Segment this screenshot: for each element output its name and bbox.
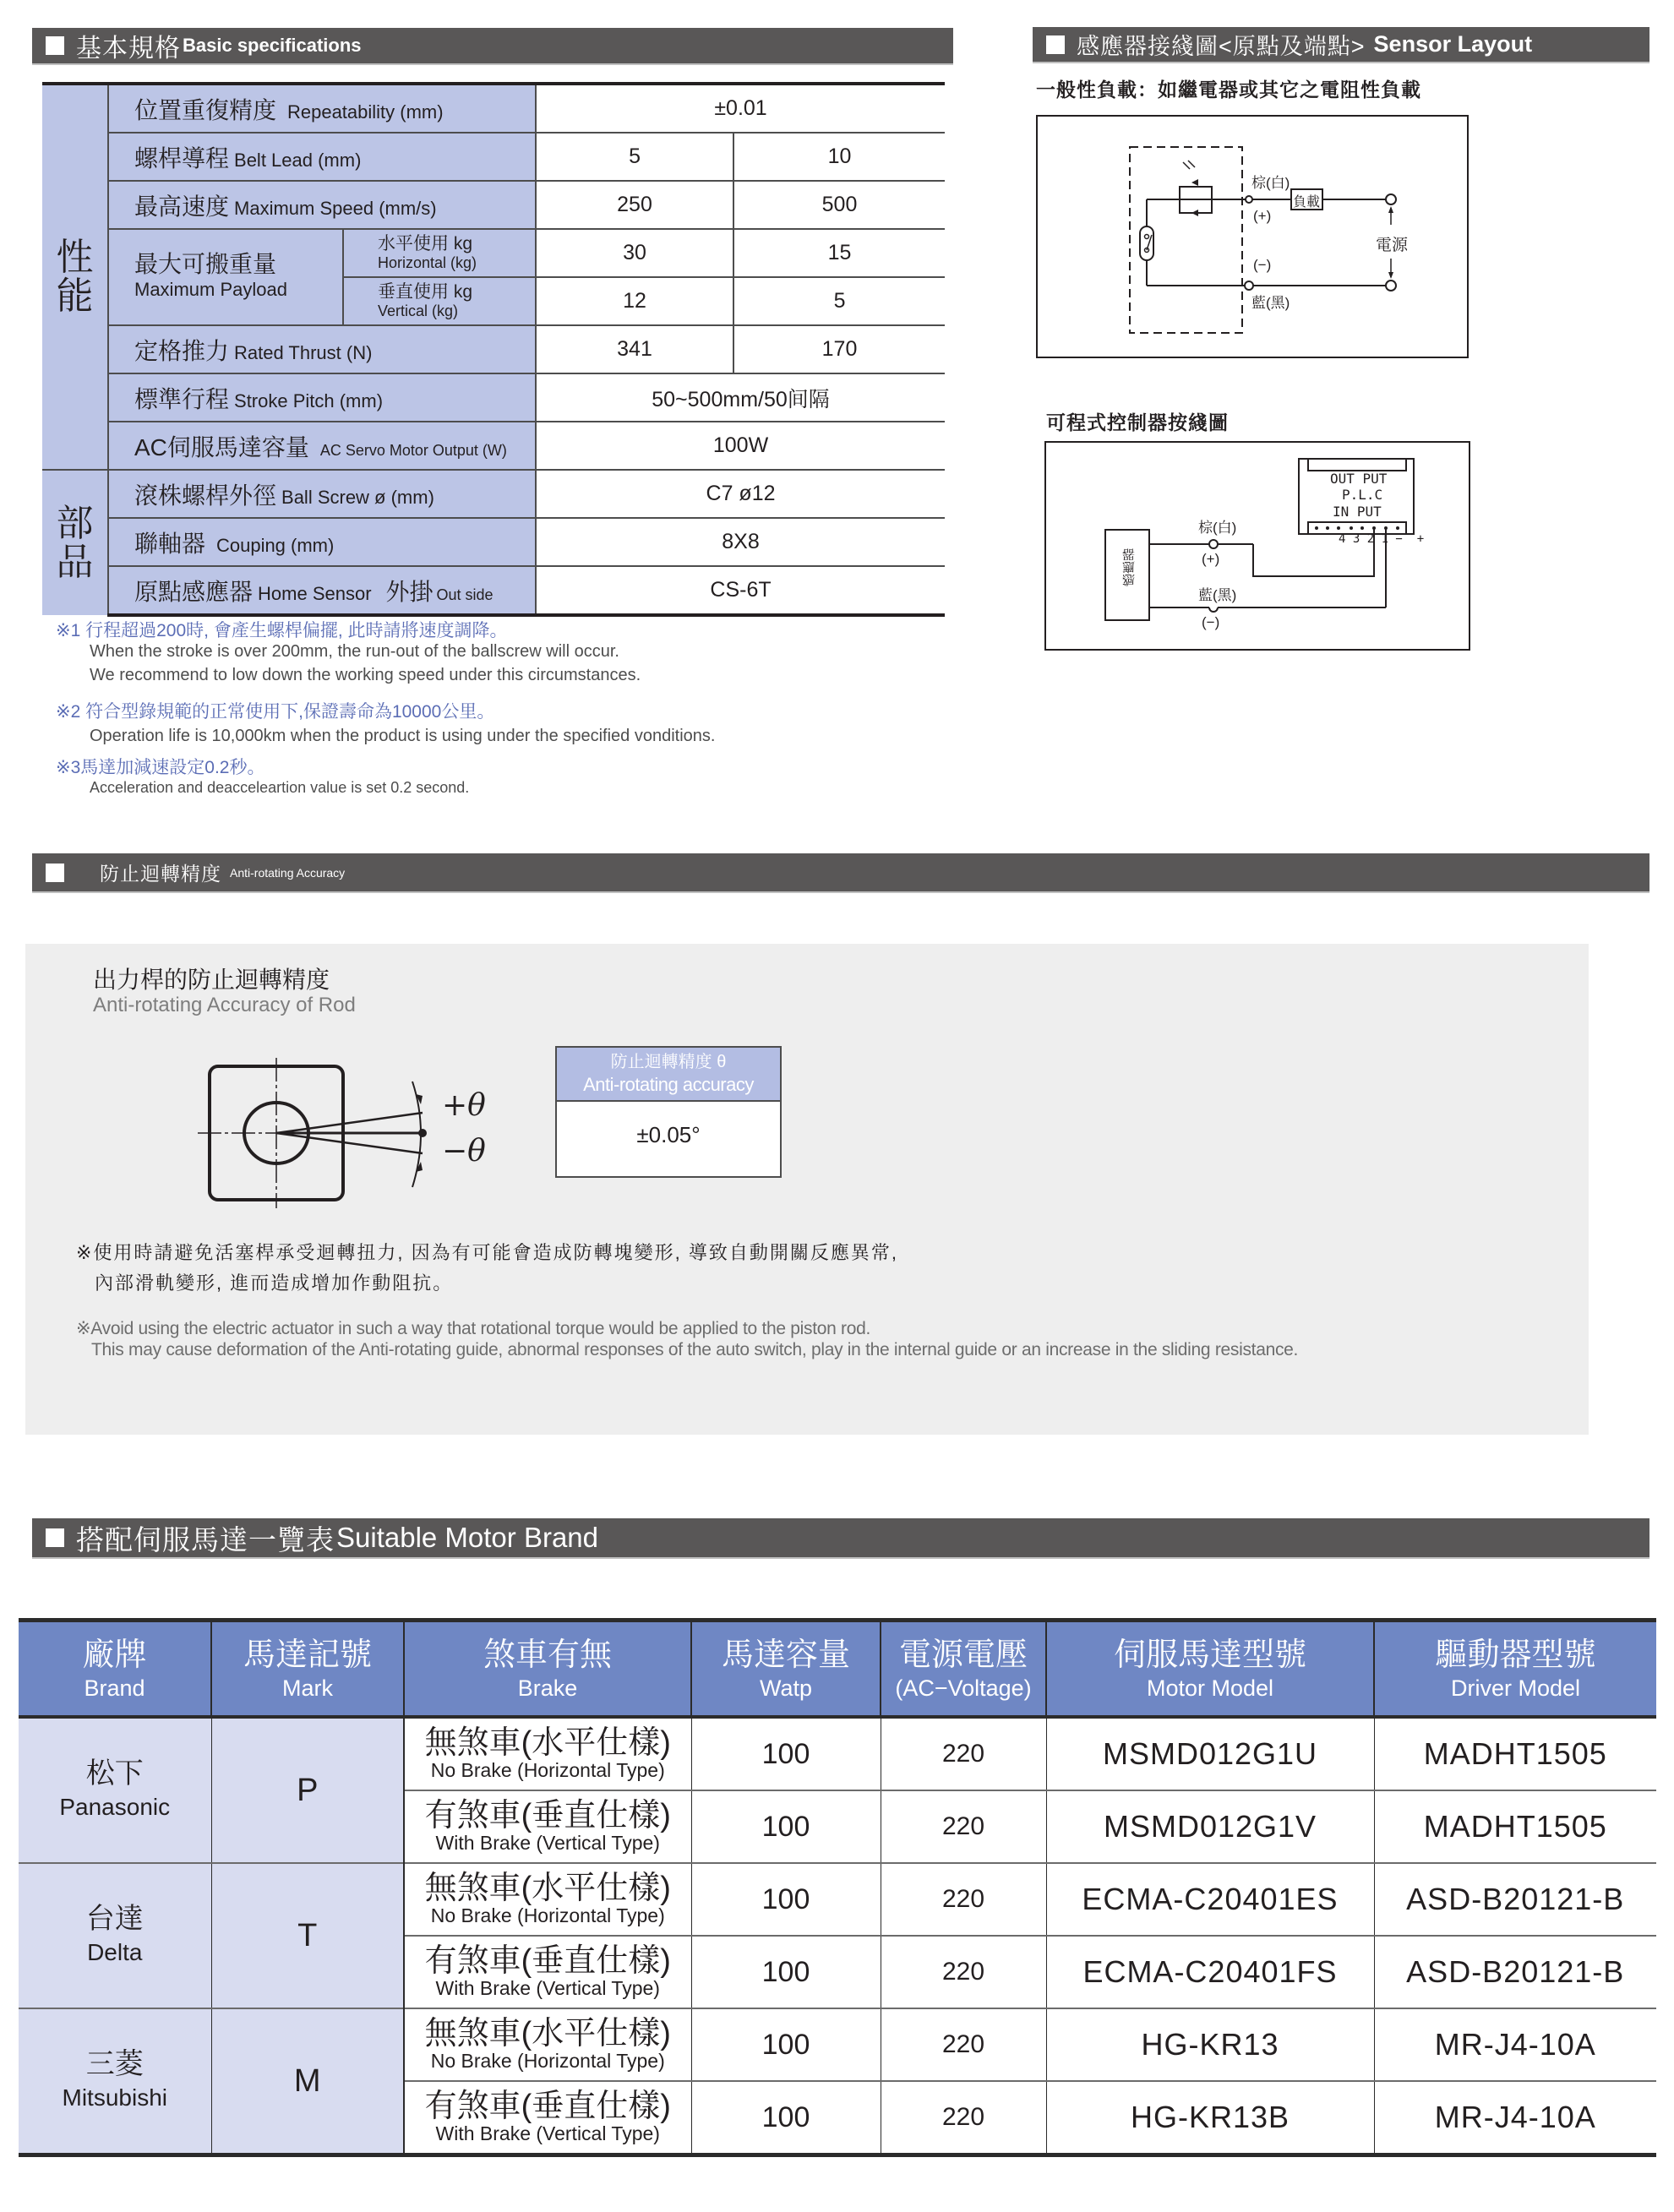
warning-en-line1: ※Avoid using the electric actuator in such a way that rotational torque would be applied to the piston rod. — [76, 1319, 871, 1338]
brake-en: No Brake (Horizontal Type) — [430, 1759, 665, 1781]
column-header-zh: 廠牌 — [82, 1637, 147, 1673]
group-label-text: 部 品 — [56, 502, 94, 583]
voltage-cell: 220 — [881, 2008, 1046, 2081]
plus-theta-label: +θ — [442, 1088, 486, 1123]
spec-value: 15 — [733, 229, 945, 277]
motor-model-cell: ECMA-C20401ES — [1046, 1863, 1374, 1936]
spec-name-extra-zh: 外掛 — [385, 578, 433, 605]
column-header-zh: 馬達記號 — [243, 1637, 372, 1673]
watt-cell: 100 — [691, 1717, 881, 1790]
spec-name-extra-en: Out side — [436, 586, 493, 603]
brand-zh: 台達 — [85, 1903, 144, 1935]
spec-table — [42, 82, 945, 617]
anti-rotating-accuracy-box — [555, 1046, 782, 1178]
blue-wire-label: 藍(黑) — [1251, 295, 1290, 311]
note-2-en: Operation life is 10,000km when the product is using under the specified vonditions. — [90, 727, 716, 745]
spec-value: 50~500mm/50间隔 — [536, 373, 945, 422]
plc-blue-label: 藍(黑) — [1198, 587, 1237, 603]
spec-name — [108, 181, 536, 229]
spec-name-zh: 最大可搬重量 — [134, 251, 277, 277]
watt-cell: 100 — [691, 1936, 881, 2008]
terminal-minus-icon — [1245, 281, 1253, 290]
basic-spec-title-en: Basic specifications — [183, 35, 362, 56]
brand-zh: 松下 — [85, 1757, 144, 1790]
motor-model-cell: HG-KR13B — [1046, 2081, 1374, 2155]
plc-plus-label: (+) — [1202, 551, 1220, 567]
brake-cell — [404, 1863, 691, 1936]
accuracy-box-header — [557, 1048, 780, 1102]
plc-sensor-label: 感應器 — [1122, 548, 1137, 586]
table-row — [42, 325, 945, 373]
column-header-zh: 電源電壓 — [898, 1637, 1028, 1673]
column-header-brake — [404, 1621, 691, 1718]
load-label: 負載 — [1293, 195, 1321, 210]
table-row — [42, 566, 945, 615]
group-label-text: 性 能 — [56, 237, 94, 317]
spec-value: 5 — [536, 133, 733, 181]
table-row — [42, 518, 945, 566]
spec-name-en: Stroke Pitch (mm) — [234, 390, 384, 411]
table-row — [19, 2008, 1656, 2081]
motor-model-cell: MSMD012G1U — [1046, 1717, 1374, 1790]
brake-zh: 無煞車(水平仕樣) — [424, 2016, 671, 2051]
spec-name-en: Rated Thrust (N) — [234, 341, 373, 363]
column-header-zh: 驅動器型號 — [1435, 1637, 1596, 1673]
voltage-cell: 220 — [881, 2081, 1046, 2155]
note-2-zh: ※2 符合型錄規範的正常使用下,保證壽命為10000公里。 — [56, 702, 495, 722]
spec-name-zh: 螺桿導程 — [134, 144, 230, 172]
spec-name-en: Repeatability (mm) — [286, 101, 444, 123]
terminal-plus-icon — [1246, 196, 1252, 203]
rod-accuracy-title-en: Anti-rotating Accuracy of Rod — [93, 994, 356, 1016]
brand-cell — [19, 1717, 211, 1863]
spec-name-zh: 標準行程 — [134, 385, 230, 412]
rod-accuracy-title-zh: 出力桿的防止迴轉精度 — [93, 967, 330, 993]
spec-name-en: Belt Lead (mm) — [234, 149, 362, 171]
brand-en: Mitsubishi — [62, 2084, 167, 2111]
brake-en: No Brake (Horizontal Type) — [430, 1904, 665, 1926]
brake-cell — [404, 2081, 691, 2155]
column-header-motor-model — [1046, 1621, 1374, 1718]
warning-zh-line2: 內部滑軌變形, 進而造成增加作動阻抗。 — [95, 1272, 454, 1294]
spec-name-zh: AC伺服馬達容量 — [134, 433, 309, 460]
watt-cell: 100 — [691, 2008, 881, 2081]
accuracy-box-title-en: Anti-rotating accuracy — [583, 1074, 754, 1095]
square-bullet-icon — [46, 864, 64, 882]
spec-name-en: Ball Screw ø (mm) — [281, 486, 434, 508]
square-bullet-icon — [1046, 35, 1065, 54]
brand-zh: 三菱 — [85, 2048, 144, 2080]
warning-en-line2: This may cause deformation of the Anti-rotating guide, abnormal responses of the auto switch, play in the internal guide or an increase in the sliding resistance. — [91, 1340, 1299, 1359]
power-terminal-bottom-icon — [1386, 281, 1396, 291]
spec-value: 170 — [733, 325, 945, 373]
motor-brand-title-en: Suitable Motor Brand — [336, 1522, 599, 1553]
spec-subname-en: Horizontal (kg) — [378, 253, 477, 271]
basic-spec-title-zh: 基本規格 — [76, 35, 181, 63]
group-label-parts — [42, 470, 108, 615]
anti-rotating-title-en: Anti-rotating Accuracy — [230, 865, 346, 880]
spec-name-en: Maximum Speed (mm/s) — [234, 197, 437, 219]
motor-model-cell: HG-KR13 — [1046, 2008, 1374, 2081]
spec-name-zh: 最高速度 — [134, 193, 230, 220]
spec-value: ±0.01 — [536, 84, 945, 133]
sensor-layout-header — [1033, 27, 1649, 63]
table-row — [42, 470, 945, 518]
motor-model-cell: MSMD012G1V — [1046, 1790, 1374, 1863]
basic-spec-header — [32, 28, 953, 65]
accuracy-box-title-zh: 防止迴轉精度 θ — [610, 1053, 727, 1071]
brake-zh: 有煞車(垂直仕樣) — [424, 1798, 671, 1833]
anti-rotating-title-zh: 防止迴轉精度 — [100, 863, 221, 885]
spec-subname-zh: 垂直使用 kg — [378, 281, 473, 302]
column-header-en: Mark — [282, 1675, 333, 1701]
plc-minus-label: (−) — [1202, 614, 1220, 630]
power-label: 電源 — [1376, 237, 1409, 254]
brand-cell — [19, 1863, 211, 2008]
power-terminal-top-icon — [1386, 194, 1396, 204]
spec-name-zh: 原點感應器 — [134, 578, 254, 605]
driver-model-cell: MADHT1505 — [1374, 1790, 1656, 1863]
square-bullet-icon — [46, 36, 64, 55]
column-header-en: Watp — [759, 1675, 812, 1701]
driver-model-cell: MADHT1505 — [1374, 1717, 1656, 1790]
note-3-en: Acceleration and deacceleartion value is set 0.2 second. — [90, 779, 470, 796]
plc-wiring-diagram — [1044, 441, 1470, 651]
voltage-cell: 220 — [881, 1717, 1046, 1790]
brand-en: Delta — [87, 1939, 143, 1965]
spec-name — [108, 84, 536, 133]
spec-value: 250 — [536, 181, 733, 229]
brake-zh: 有煞車(垂直仕樣) — [424, 2089, 671, 2124]
pivot-dot-icon — [418, 1129, 427, 1137]
table-header-row — [19, 1621, 1656, 1718]
brake-en: With Brake (Vertical Type) — [435, 1832, 660, 1854]
spec-name — [108, 229, 343, 325]
brake-cell — [404, 1790, 691, 1863]
column-header-brand — [19, 1621, 211, 1718]
voltage-cell: 220 — [881, 1863, 1046, 1936]
spec-name — [108, 566, 536, 615]
spec-name — [108, 133, 536, 181]
general-load-title: 一般性負載：如繼電器或其它之電阻性負載 — [1036, 79, 1421, 101]
spec-subname — [343, 229, 536, 277]
column-header-en: Brand — [84, 1675, 145, 1701]
driver-model-cell: ASD-B20121-B — [1374, 1936, 1656, 2008]
note-1-zh: ※1 行程超過200時, 會產生螺桿偏擺, 此時請將速度調降。 — [56, 621, 508, 640]
table-row — [19, 1863, 1656, 1936]
brake-en: With Brake (Vertical Type) — [435, 1977, 660, 1999]
spec-name-zh: 定格推力 — [134, 337, 230, 364]
table-row — [42, 422, 945, 470]
spec-value: 341 — [536, 325, 733, 373]
plc-label: P.L.C — [1342, 487, 1383, 503]
spec-subname-en: Vertical (kg) — [378, 302, 459, 319]
spec-value: 5 — [733, 277, 945, 325]
table-row — [42, 229, 945, 277]
column-header-watt — [691, 1621, 881, 1718]
spec-value: CS-6T — [536, 566, 945, 615]
table-row — [42, 133, 945, 181]
brake-cell — [404, 2008, 691, 2081]
table-row — [19, 1717, 1656, 1790]
brand-en: Panasonic — [59, 1794, 171, 1820]
brake-cell — [404, 1717, 691, 1790]
group-label-performance — [42, 84, 108, 470]
spec-name-en: Couping (mm) — [215, 534, 335, 556]
spec-name-en: AC Servo Motor Output (W) — [319, 441, 507, 459]
note-1-en-line1: When the stroke is over 200mm, the run-out of the ballscrew will occur. — [90, 642, 619, 661]
watt-cell: 100 — [691, 2081, 881, 2155]
brand-cell — [19, 2008, 211, 2155]
motor-model-cell: ECMA-C20401FS — [1046, 1936, 1374, 2008]
spec-value: 100W — [536, 422, 945, 470]
plc-wiring-svg — [1046, 443, 1472, 652]
spec-name-zh: 位置重復精度 — [134, 96, 277, 123]
column-header-en: Driver Model — [1450, 1675, 1581, 1701]
spec-name — [108, 373, 536, 422]
voltage-cell: 220 — [881, 1936, 1046, 2008]
column-header-mark — [211, 1621, 404, 1718]
plc-wiring-title: 可程式控制器按綫圖 — [1046, 411, 1229, 433]
table-row — [42, 373, 945, 422]
spec-name-en: Home Sensor — [258, 582, 372, 604]
mark-cell: P — [211, 1717, 404, 1863]
anti-rotation-drawing — [194, 1056, 473, 1208]
spec-name — [108, 518, 536, 566]
motor-brand-title-zh: 搭配伺服馬達一覽表 — [76, 1523, 335, 1555]
general-load-diagram — [1036, 115, 1469, 358]
plc-input-label: IN PUT — [1333, 504, 1382, 520]
plus-label: (+) — [1253, 208, 1272, 224]
note-1-en-line2: We recommend to low down the working speed under this circumstances. — [90, 666, 641, 684]
mark-cell: T — [211, 1863, 404, 2008]
watt-cell: 100 — [691, 1863, 881, 1936]
spec-name — [108, 325, 536, 373]
spec-value: 12 — [536, 277, 733, 325]
spec-value: 500 — [733, 181, 945, 229]
mark-cell: M — [211, 2008, 404, 2155]
brake-zh: 無煞車(水平仕樣) — [424, 1871, 671, 1906]
table-row — [42, 84, 945, 133]
plc-output-label: OUT PUT — [1330, 471, 1388, 487]
spec-name — [108, 470, 536, 518]
plc-brown-label: 棕(白) — [1198, 520, 1237, 536]
accuracy-value: ±0.05° — [636, 1122, 701, 1147]
column-header-voltage — [881, 1621, 1046, 1718]
spec-value: 30 — [536, 229, 733, 277]
plc-terminal-labels: 4 3 2 1 − + — [1339, 532, 1425, 546]
motor-brand-table — [19, 1618, 1656, 2157]
table-row — [42, 181, 945, 229]
brown-wire-label: 棕(白) — [1251, 175, 1290, 191]
brake-zh: 有煞車(垂直仕樣) — [424, 1943, 671, 1979]
spec-name-en: Maximum Payload — [134, 279, 287, 300]
spec-name-zh: 滾株螺桿外徑 — [134, 482, 277, 509]
column-header-en: Brake — [517, 1675, 578, 1701]
sensor-layout-title-en: Sensor Layout — [1373, 31, 1533, 57]
driver-model-cell: ASD-B20121-B — [1374, 1863, 1656, 1936]
reed-switch-icon — [1140, 226, 1153, 260]
spec-name-zh: 聯軸器 — [134, 530, 206, 557]
square-bullet-icon — [46, 1528, 64, 1547]
spec-subname-zh: 水平使用 kg — [378, 233, 473, 253]
voltage-cell: 220 — [881, 1790, 1046, 1863]
column-header-zh: 馬達容量 — [721, 1637, 850, 1673]
minus-label: (−) — [1253, 257, 1272, 273]
spec-value: 8X8 — [536, 518, 945, 566]
column-header-zh: 煞車有無 — [483, 1637, 612, 1673]
motor-brand-header — [32, 1518, 1649, 1559]
sensor-layout-title-zh: 感應器接綫圖<原點及端點> — [1077, 34, 1366, 59]
spec-subname — [343, 277, 536, 325]
brake-en: With Brake (Vertical Type) — [435, 2122, 660, 2144]
driver-model-cell: MR-J4-10A — [1374, 2081, 1656, 2155]
column-header-driver-model — [1374, 1621, 1656, 1718]
warning-zh-line1: ※使用時請避免活塞桿承受迴轉扭力, 因為有可能會造成防轉塊變形, 導致自動開關反應異常, — [76, 1242, 898, 1263]
driver-model-cell: MR-J4-10A — [1374, 2008, 1656, 2081]
minus-theta-label: −θ — [442, 1134, 486, 1169]
watt-cell: 100 — [691, 1790, 881, 1863]
note-3-zh: ※3馬達加減速設定0.2秒。 — [56, 758, 265, 777]
brake-zh: 無煞車(水平仕樣) — [424, 1725, 671, 1761]
spec-value: C7 ø12 — [536, 470, 945, 518]
column-header-en: (AC−Voltage) — [895, 1675, 1032, 1701]
brake-cell — [404, 1936, 691, 2008]
column-header-en: Motor Model — [1146, 1675, 1274, 1701]
anti-rotating-header — [32, 853, 1649, 893]
spec-name — [108, 422, 536, 470]
spec-value: 10 — [733, 133, 945, 181]
column-header-zh: 伺服馬達型號 — [1113, 1637, 1306, 1673]
brake-en: No Brake (Horizontal Type) — [430, 2050, 665, 2072]
